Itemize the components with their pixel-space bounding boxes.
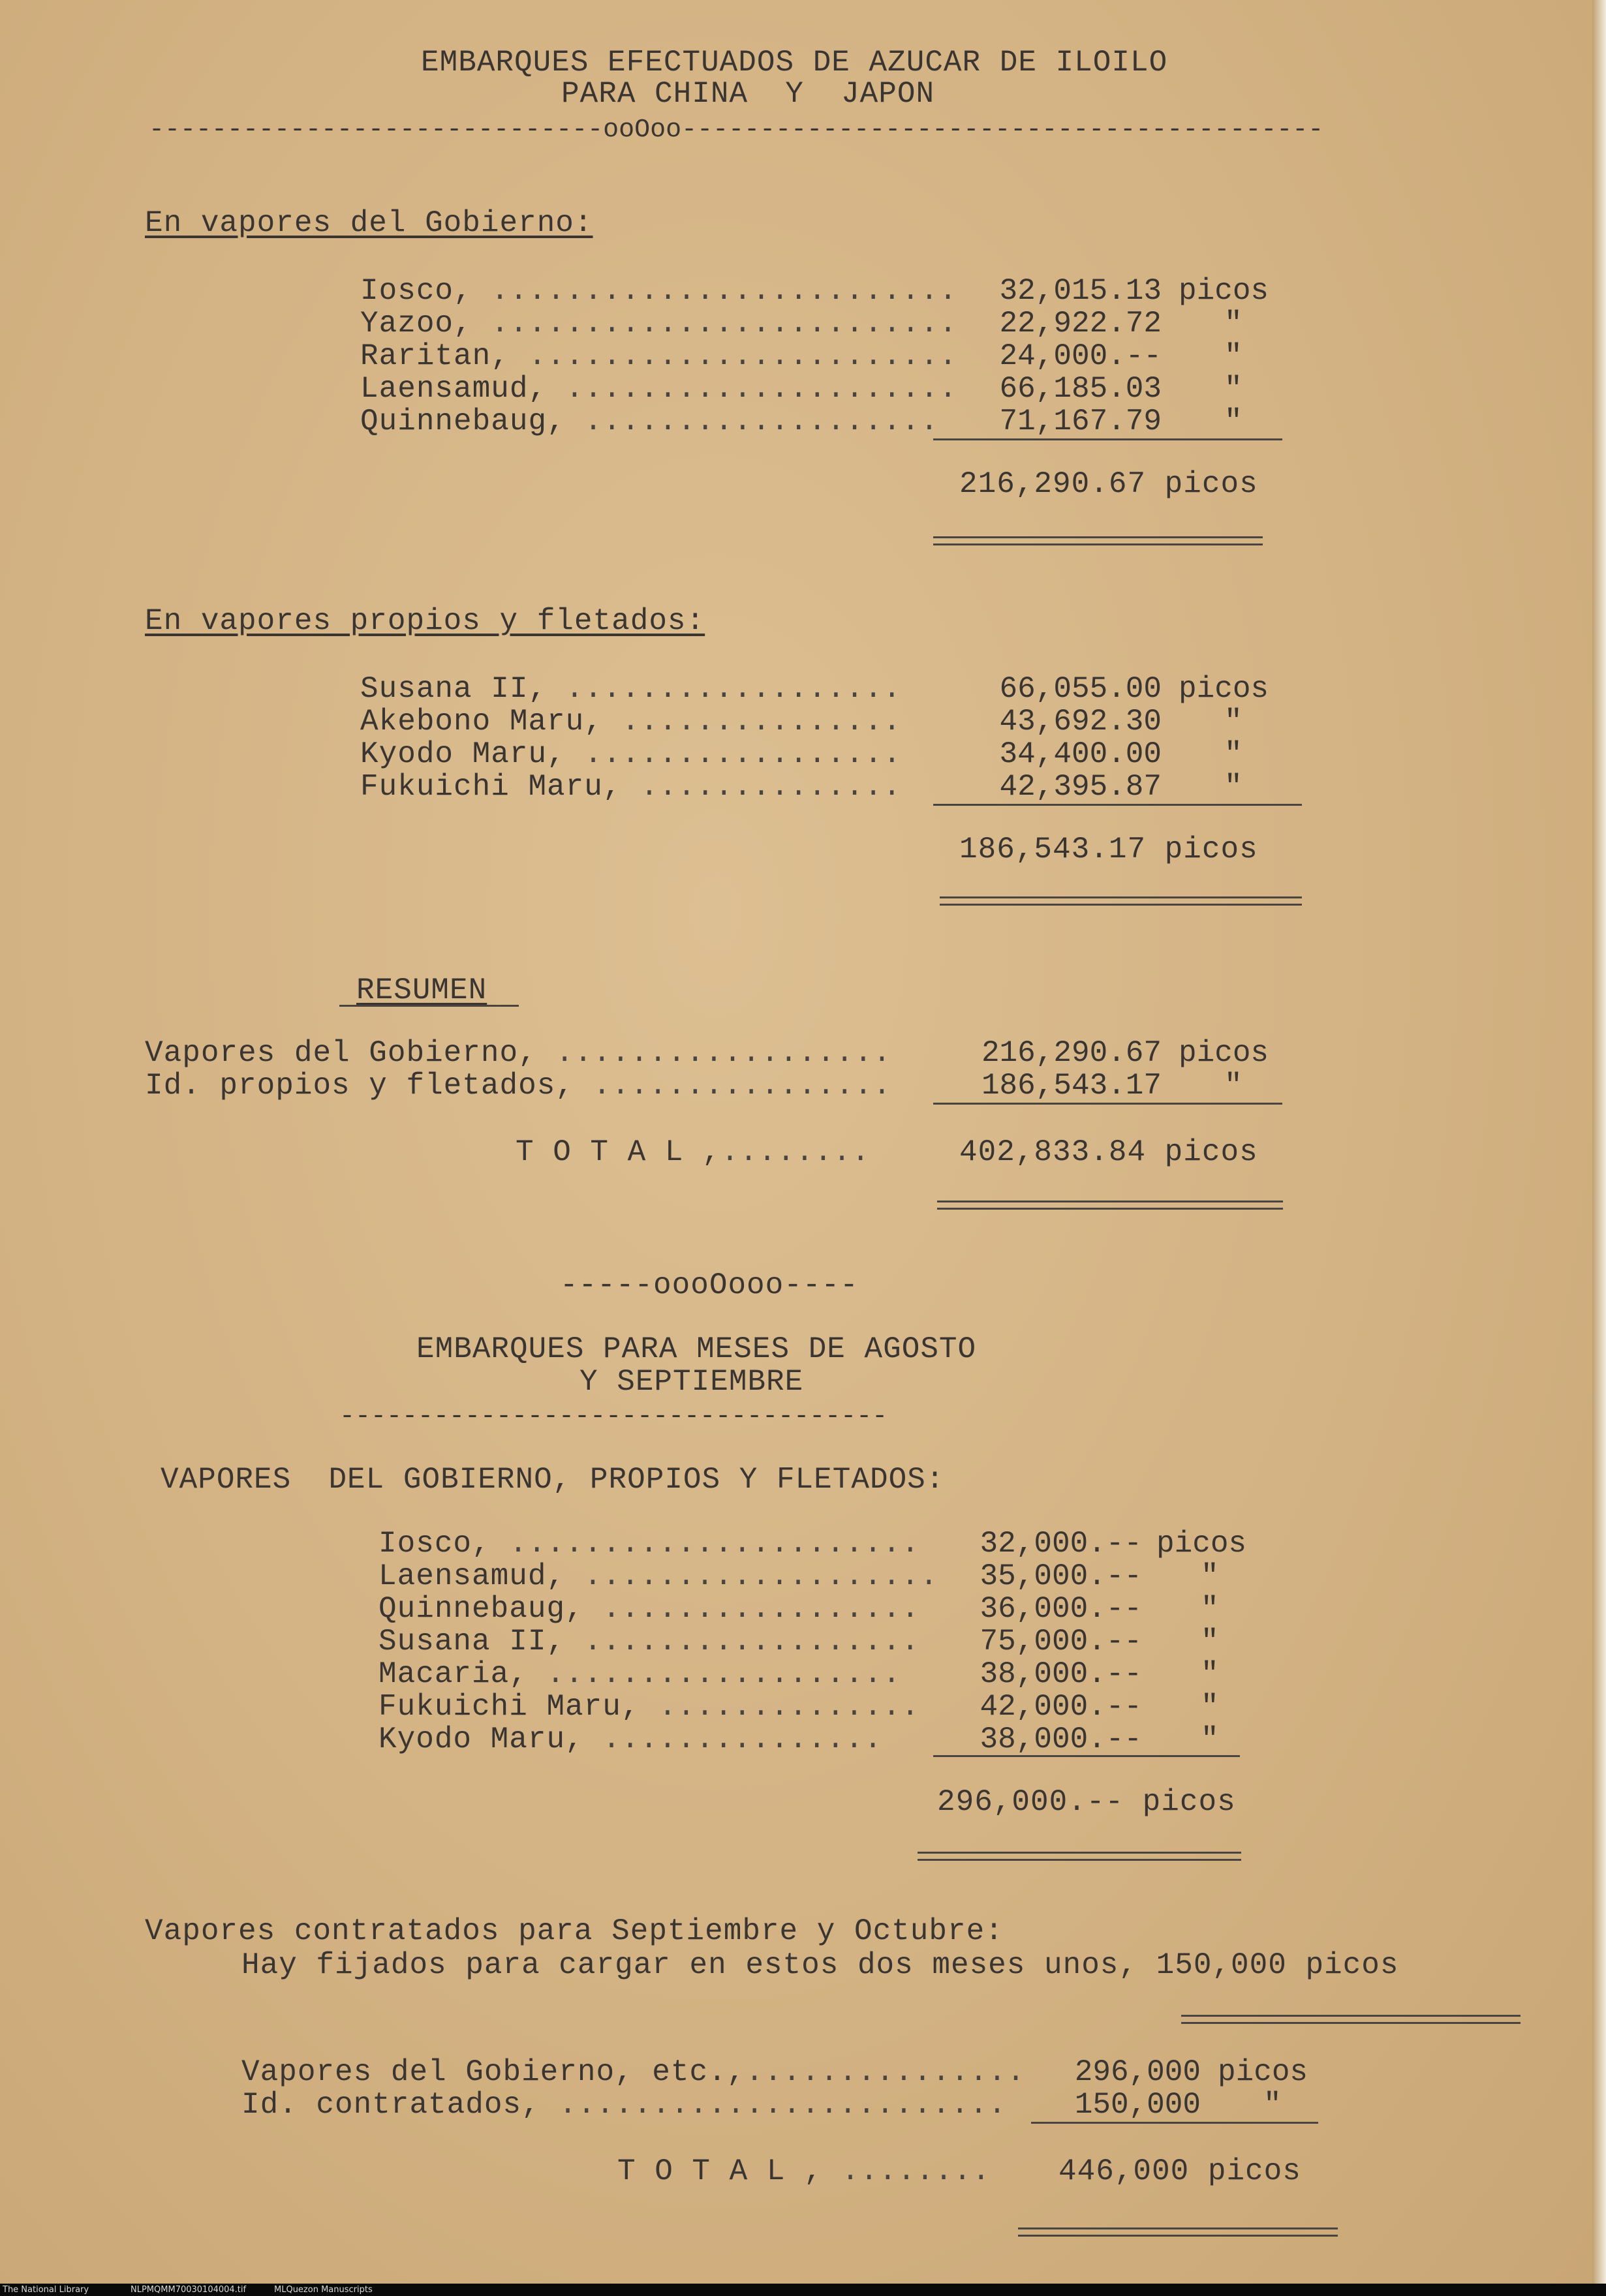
double-rule	[1018, 2227, 1338, 2237]
list-item-unit: "	[1201, 1657, 1219, 1691]
subtotal-agosto: 296,000.-- picos	[937, 1785, 1236, 1819]
agosto-title-rule: -----------------------------------	[339, 1402, 888, 1431]
double-rule	[918, 1852, 1241, 1861]
list-item-name: Susana II, ..................	[360, 672, 902, 706]
list-item-value: 66,055.00	[999, 672, 1162, 706]
section-heading-gobierno: En vapores del Gobierno:	[145, 206, 593, 240]
list-item-unit: picos	[1179, 274, 1269, 308]
list-item-name: Quinnebaug, .................	[378, 1592, 920, 1626]
list-item-unit: "	[1224, 1069, 1243, 1103]
list-item-value: 34,400.00	[999, 737, 1162, 771]
list-item-name: Quinnebaug, ...................	[360, 405, 939, 438]
list-item-unit: "	[1201, 1625, 1219, 1659]
list-item-unit: "	[1224, 372, 1243, 406]
list-item-name: Fukuichi Maru, ..............	[360, 770, 902, 804]
list-item-unit: "	[1224, 339, 1243, 373]
list-item-name: Vapores del Gobierno, ..................	[145, 1036, 892, 1070]
list-item-value: 42,395.87	[999, 770, 1162, 804]
doc-title-line1: EMBARQUES EFECTUADOS DE AZUCAR DE ILOILO	[421, 46, 1168, 80]
list-item-value: 71,167.79	[999, 405, 1162, 438]
list-item-name: Laensamud, .....................	[360, 372, 958, 406]
agosto-title-line2: Y SEPTIEMBRE	[579, 1365, 804, 1399]
list-item-name: Laensamud, ...................	[378, 1559, 939, 1593]
double-rule	[933, 536, 1263, 545]
header-divider: -----------------------------ooOoo-----------------------------------------	[149, 115, 1324, 145]
list-item-value: 38,000.--	[980, 1657, 1142, 1691]
list-item-unit: "	[1201, 1592, 1219, 1626]
contratados-line2: Hay fijados para cargar en estos dos meses unos, 150,000 picos	[241, 1948, 1399, 1982]
section-heading-propios: En vapores propios y fletados:	[145, 604, 705, 638]
list-item-name: Vapores del Gobierno, etc.,...............	[241, 2055, 1026, 2089]
list-item-value: 22,922.72	[999, 307, 1162, 341]
underline-rule	[933, 438, 1282, 440]
underline-rule	[933, 1755, 1240, 1757]
double-rule	[940, 896, 1302, 906]
section-heading-resumen: RESUMEN	[356, 973, 487, 1007]
agosto-title-line1: EMBARQUES PARA MESES DE AGOSTO	[416, 1332, 977, 1366]
list-item-value: 35,000.--	[980, 1559, 1142, 1593]
contratados-line1: Vapores contratados para Septiembre y Octubre:	[145, 1914, 1004, 1948]
list-item-unit: "	[1224, 405, 1243, 438]
subtotal-propios: 186,543.17 picos	[959, 833, 1258, 866]
page-edge	[1592, 0, 1606, 2284]
footer-library: The National Library	[3, 2285, 89, 2295]
list-item-name: Yazoo, .........................	[360, 307, 958, 341]
list-item-value: 42,000.--	[980, 1690, 1142, 1724]
list-item-unit: picos	[1156, 1527, 1247, 1561]
double-rule	[1181, 2015, 1521, 2024]
list-item-name: Id. propios y fletados, ................	[145, 1069, 892, 1103]
list-item-unit: "	[1201, 1690, 1219, 1724]
list-item-name: Akebono Maru, ...............	[360, 705, 902, 739]
list-item-unit: "	[1224, 737, 1243, 771]
list-item-value: 36,000.--	[980, 1592, 1142, 1626]
list-item-name: Kyodo Maru, .................	[360, 737, 902, 771]
list-item-unit: "	[1201, 1559, 1219, 1593]
list-item-unit: "	[1263, 2088, 1282, 2122]
list-item-unit: "	[1224, 705, 1243, 739]
list-item-unit: picos	[1179, 672, 1269, 706]
list-item-name: Id. contratados, ........................	[241, 2088, 1007, 2122]
list-item-value: 186,543.17	[981, 1069, 1162, 1103]
list-item-name: Fukuichi Maru, ..............	[378, 1690, 920, 1724]
list-item-value: 32,015.13	[999, 274, 1162, 308]
list-item-unit: picos	[1218, 2055, 1308, 2089]
list-item-value: 75,000.--	[980, 1625, 1142, 1659]
list-item-name: Macaria, ...................	[378, 1657, 901, 1691]
underline-rule	[339, 1005, 519, 1007]
underline-rule	[933, 1103, 1282, 1105]
double-rule	[937, 1201, 1283, 1210]
resumen-total-value: 402,833.84 picos	[959, 1135, 1258, 1169]
list-item-value: 38,000.--	[980, 1722, 1142, 1756]
list-item-unit: "	[1224, 770, 1243, 804]
resumen-total-label: T O T A L ,........	[516, 1135, 871, 1169]
list-item-unit: "	[1224, 307, 1243, 341]
list-item-value: 66,185.03	[999, 372, 1162, 406]
list-item-unit: "	[1201, 1722, 1219, 1756]
subtotal-gobierno: 216,290.67 picos	[959, 467, 1258, 501]
list-item-name: Raritan, .......................	[360, 339, 958, 373]
list-item-unit: picos	[1179, 1036, 1269, 1070]
list-item-name: Iosco, ......................	[378, 1527, 920, 1561]
list-item-value: 43,692.30	[999, 705, 1162, 739]
archive-footer	[0, 2284, 1606, 2296]
footer-collection: MLQuezon Manuscripts	[274, 2285, 373, 2295]
list-item-value: 296,000	[1074, 2055, 1201, 2089]
list-item-name: Kyodo Maru, ...............	[378, 1722, 883, 1756]
list-item-value: 24,000.--	[999, 339, 1162, 373]
list-item-name: Iosco, .........................	[360, 274, 958, 308]
final-total-value: 446,000 picos	[1058, 2154, 1301, 2188]
underline-rule	[1031, 2122, 1318, 2124]
footer-filename: NLPMQMM70030104004.tif	[131, 2285, 247, 2295]
underline-rule	[933, 804, 1302, 806]
list-item-value: 32,000.--	[980, 1527, 1142, 1561]
list-item-name: Susana II, ..................	[378, 1625, 920, 1659]
final-total-label: T O T A L , ........	[617, 2154, 991, 2188]
doc-title-line2: PARA CHINA Y JAPON	[561, 77, 935, 111]
list-item-value: 150,000	[1074, 2088, 1201, 2122]
section-heading-vapores: VAPORES DEL GOBIERNO, PROPIOS Y FLETADOS:	[161, 1463, 945, 1497]
list-item-value: 216,290.67	[981, 1036, 1162, 1070]
section-separator: -----oooOooo----	[560, 1268, 859, 1302]
